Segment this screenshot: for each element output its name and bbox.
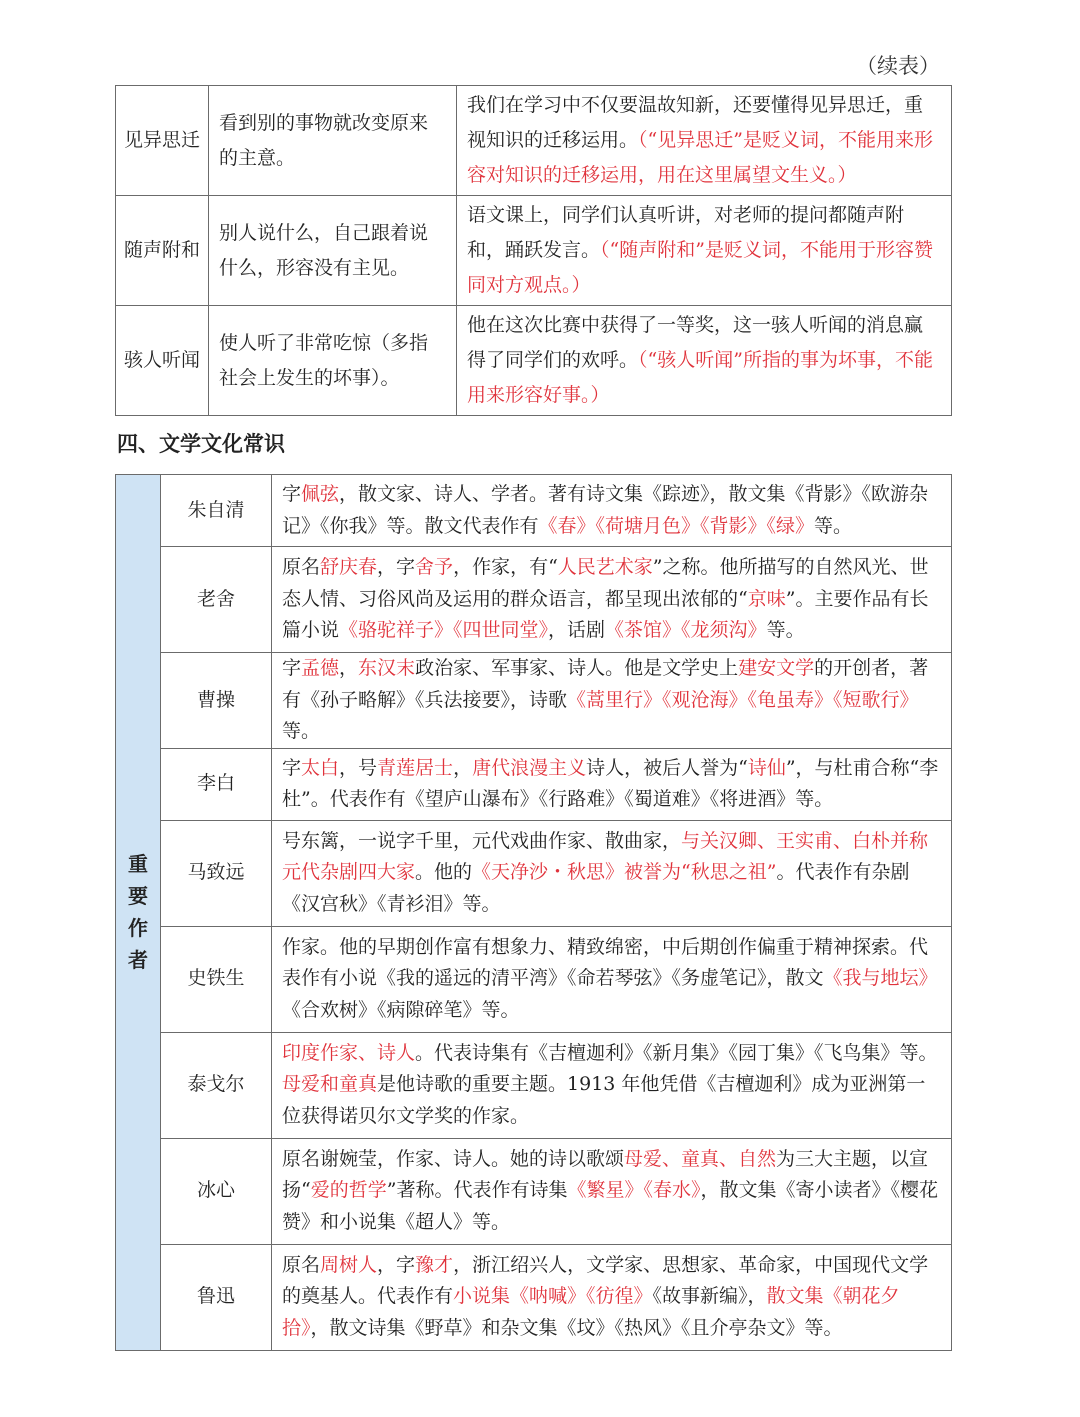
text-segment: 是他诗歌的重要主题。1913 年他凭借《吉檀迦利》成为亚洲第一位获得诺贝尔文学奖的作家。 [282, 1073, 926, 1127]
highlighted-text: 《茶馆》《龙须沟》 [605, 619, 767, 642]
text-segment: 。他的 [415, 861, 473, 884]
text-segment: 原名谢婉莹，作家、诗人。她的诗以歌颂 [282, 1147, 625, 1170]
text-segment: ”著称。代表作有诗集 [386, 1179, 568, 1202]
highlighted-text: （“见异思迁”是贬义词，不能用来形容对知识的迁移运用，用在这里属望文生义。） [467, 129, 933, 186]
side-label [116, 475, 161, 1351]
idiom-example [457, 306, 952, 416]
author-row [116, 547, 952, 653]
author-name: 鲁迅 [161, 1244, 272, 1350]
side-label-char: 重 [128, 852, 148, 877]
side-label-char: 要 [128, 884, 148, 909]
highlighted-text: 孟德 [301, 657, 340, 679]
highlighted-text: 《繁星》《春水》 [567, 1179, 701, 1202]
author-description [272, 1138, 952, 1244]
author-row [116, 1244, 952, 1350]
highlighted-text: 青莲居士 [377, 756, 454, 779]
idiom-table [115, 85, 952, 416]
text-segment: ，浙江绍兴人，文学家、思想家、革命家，中国现代文学的奠基人。代表作有 [282, 1253, 929, 1308]
highlighted-text: 人民艺术家 [557, 556, 653, 579]
idiom-example [457, 196, 952, 306]
text-segment: ”。主要作品有长篇小说 [282, 587, 929, 642]
highlighted-text: 母爱、童真、自然 [624, 1147, 777, 1170]
text-segment: 字 [282, 756, 302, 779]
highlighted-text: 爱的哲学 [310, 1179, 387, 1202]
text-segment: ，话剧 [548, 619, 606, 642]
highlighted-text: 京味 [747, 587, 786, 610]
text-segment: 诗人，被后人誉为“ [586, 756, 748, 779]
idiom-row [116, 86, 952, 196]
highlighted-text: 印度作家、诗人 [282, 1041, 416, 1064]
highlighted-text: 东汉末 [358, 657, 416, 679]
highlighted-text: 诗仙 [747, 756, 786, 779]
highlighted-text: 太白 [301, 756, 340, 779]
highlighted-text: 建安文学 [738, 657, 815, 679]
highlighted-text: 《我与地坛》 [823, 967, 938, 990]
highlighted-text: 《春》《荷塘月色》《背影》《绿》 [538, 514, 815, 537]
idiom-row [116, 306, 952, 416]
author-row [116, 748, 952, 820]
side-label-char: 者 [128, 948, 148, 973]
idiom-term: 见异思迁 [116, 86, 209, 196]
text-segment: ，散文集《寄小读者》《樱花赞》和小说集《超人》等。 [282, 1179, 938, 1233]
text-segment: 等。 [766, 619, 805, 642]
text-segment: ，散文家、诗人、学者。著有诗文集《踪迹》，散文集《背影》《欧游杂记》《你我》等。散文代表作有 [282, 483, 929, 537]
text-segment: 等。 [814, 514, 853, 537]
text-segment: 号东篱，一说字千里，元代戏曲作家、散曲家， [282, 829, 682, 852]
author-row [116, 1138, 952, 1244]
text-segment: 等。 [282, 720, 321, 742]
text-segment: 语文课上，同学们认真听讲，对老师的提问都随声附和，踊跃发言。 [467, 204, 905, 261]
highlighted-text: （“随声附和”是贬义词，不能用于形容赞同对方观点。） [467, 239, 933, 296]
author-description [272, 926, 952, 1032]
author-name: 曹操 [161, 653, 272, 749]
author-row [116, 475, 952, 547]
highlighted-text: 与关汉卿、王实甫、白朴并称元代杂剧四大家 [282, 829, 929, 884]
text-segment: 我们在学习中不仅要温故知新，还要懂得见异思迁，重视知识的迁移运用。 [467, 94, 924, 151]
author-description [272, 1244, 952, 1350]
author-name: 朱自清 [161, 475, 272, 547]
text-segment: 。代表诗集有《吉檀迦利》《新月集》《园丁集》《飞鸟集》等。 [415, 1041, 938, 1064]
idiom-meaning: 使人听了非常吃惊（多指社会上发生的坏事）。 [209, 306, 457, 416]
highlighted-text: 舍予 [415, 556, 454, 579]
text-segment: 字 [282, 483, 302, 505]
author-table [115, 474, 952, 1351]
author-name: 冰心 [161, 1138, 272, 1244]
text-segment: ，号 [339, 756, 378, 779]
highlighted-text: 散文集《朝花夕拾》 [282, 1285, 900, 1339]
author-name: 李白 [161, 748, 272, 820]
text-segment: 《故事新编》， [652, 1285, 767, 1308]
text-segment: 政治家、军事家、诗人。他是文学史上 [415, 657, 739, 679]
text-segment: ，字 [377, 1253, 416, 1276]
author-row [116, 820, 952, 926]
idiom-example [457, 86, 952, 196]
text-segment: ，字 [377, 556, 416, 579]
text-segment: 《合欢树》《病隙碎笔》等。 [282, 998, 520, 1021]
side-label-char: 作 [128, 916, 148, 941]
text-segment: 作家。他的早期创作富有想象力、精致绵密，中后期创作偏重于精神探索。代表作有小说《我的遥远的清平湾》《命若琴弦》《务虚笔记》，散文 [282, 935, 929, 990]
text-segment: ， [339, 657, 359, 679]
text-segment: ，散文诗集《野草》和杂文集《坟》《热风》《且介亭杂文》等。 [310, 1316, 843, 1339]
highlighted-text: 母爱和童真 [282, 1073, 378, 1096]
author-row [116, 1032, 952, 1138]
text-segment: 他在这次比赛中获得了一等奖，这一骇人听闻的消息赢得了同学们的欢呼。 [467, 314, 924, 371]
author-name: 老舍 [161, 547, 272, 653]
section-title: 四、文学文化常识 [117, 432, 285, 456]
author-description [272, 475, 952, 547]
highlighted-text: 《骆驼祥子》《四世同堂》 [339, 619, 549, 642]
highlighted-text: 豫才 [415, 1253, 454, 1276]
text-segment: ， [453, 756, 473, 779]
idiom-term: 随声附和 [116, 196, 209, 306]
idiom-meaning: 别人说什么，自己跟着说什么，形容没有主见。 [209, 196, 457, 306]
text-segment: ”之称。他所描写的自然风光、世态人情、习俗风尚及运用的群众语言，都呈现出浓郁的“ [282, 556, 929, 610]
author-name: 马致远 [161, 820, 272, 926]
author-description [272, 748, 952, 820]
text-segment: 原名 [282, 556, 321, 579]
idiom-meaning: 看到别的事物就改变原来的主意。 [209, 86, 457, 196]
author-row [116, 926, 952, 1032]
author-row [116, 653, 952, 749]
text-segment: 为三大主题，以宣扬“ [282, 1147, 929, 1202]
highlighted-text: 周树人 [320, 1253, 378, 1276]
author-description [272, 653, 952, 749]
text-segment: 的开创者，著有《孙子略解》《兵法接要》，诗歌 [282, 657, 929, 711]
idiom-row [116, 196, 952, 306]
continued-label: （续表） [856, 54, 940, 78]
author-name: 泰戈尔 [161, 1032, 272, 1138]
author-description [272, 820, 952, 926]
highlighted-text: 《天净沙・秋思》被誉为“秋思之祖” [472, 861, 777, 884]
text-segment: 原名 [282, 1253, 321, 1276]
author-description [272, 1032, 952, 1138]
highlighted-text: （“骇人听闻”所指的事为坏事，不能用来形容好事。） [467, 349, 933, 406]
highlighted-text: 《蒿里行》《观沧海》《龟虽寿》《短歌行》 [567, 688, 919, 711]
highlighted-text: 唐代浪漫主义 [472, 756, 587, 779]
author-name: 史铁生 [161, 926, 272, 1032]
idiom-term: 骇人听闻 [116, 306, 209, 416]
highlighted-text: 佩弦 [301, 483, 340, 505]
text-segment: ，作家，有“ [453, 556, 558, 579]
highlighted-text: 小说集《呐喊》《彷徨》 [453, 1285, 653, 1308]
author-description [272, 547, 952, 653]
text-segment: 字 [282, 657, 302, 679]
text-segment: 。代表作有杂剧《汉宫秋》《青衫泪》等。 [282, 861, 910, 915]
highlighted-text: 舒庆春 [320, 556, 378, 579]
text-segment: ”，与杜甫合称“李杜”。代表作有《望庐山瀑布》《行路难》《蜀道难》《将进酒》等。 [282, 756, 939, 810]
